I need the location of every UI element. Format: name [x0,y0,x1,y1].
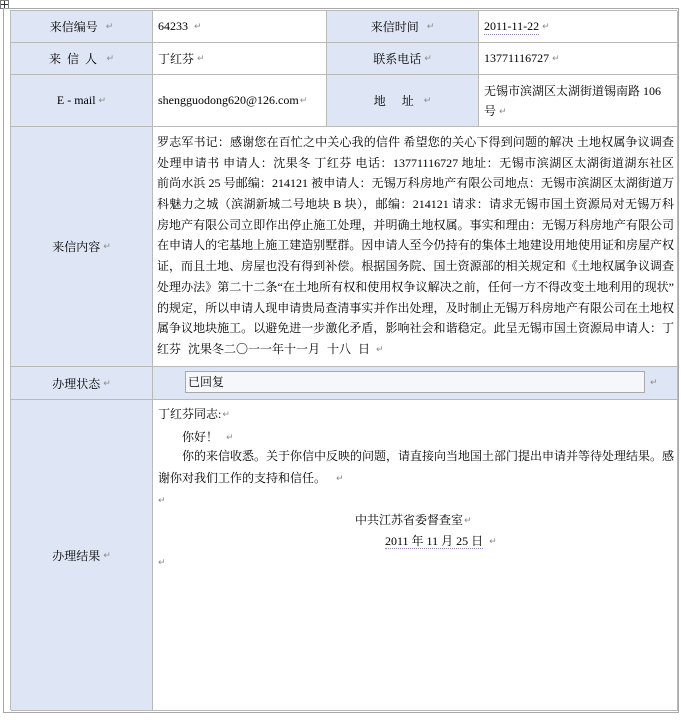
paragraph-mark-icon [103,376,111,391]
paragraph-mark-icon [194,19,202,34]
content-line: 在申请人的宅基地上施工建造别墅群。因申请人至今仍持有的集体土地建设用地使用证和房屋产权 [157,238,674,253]
value-text: 64233 [158,19,188,33]
label-result [11,400,153,711]
value-text: 丁红芬 [158,52,195,66]
result-greeting-text: 丁红芬同志: [158,407,222,421]
label-letter-no [11,11,153,43]
paragraph-mark-icon [464,510,472,531]
label-email [11,75,153,127]
paragraph-mark-icon [197,51,205,66]
content-line: 属争议地块施工。以避免进一步激化矛盾，影响社会和谐稳定。此呈无锡市国土资源局申请人：丁 [157,321,674,336]
blank-paragraph [158,490,166,510]
paragraph-mark-icon [489,531,497,552]
value-text: 2011-11-22 [484,18,540,33]
label-text: E - mail [56,93,96,107]
paragraph-mark-icon [158,552,166,573]
value-email [153,75,327,127]
paragraph-mark-icon [376,339,384,360]
value-sender [153,43,327,75]
label-phone [327,43,479,75]
label-text: 来信时间 [370,20,419,34]
value-text: 13771116727 [484,51,550,65]
paragraph-mark-icon [158,490,166,511]
label-text: 地 址 [373,94,416,108]
address-line [484,101,507,121]
label-letter-time [327,11,479,43]
result-salutation-text: 你好！ [182,430,219,444]
paragraph-mark-icon [226,427,234,448]
value-result [153,400,678,711]
result-body-line [158,468,344,488]
label-content [11,127,153,367]
paragraph-mark-icon [542,19,550,34]
content-line: 处理申请书 申请人：沈果冬 丁红芬 电话：13771116727 地址：无锡市滨湖区太湖街道湖东社区 [157,155,674,170]
result-signature [355,510,472,530]
paragraph-mark-icon [336,468,344,489]
content-line: 科魅力之城（滨湖新城二号地块 B 块），邮编：214121 请求：请求无锡市国土资源局对无锡万科 [157,197,674,212]
status-field: 已回复 [185,371,645,393]
content-line-text: 红芬 沈果冬二〇一一年十一月 十八 日 [157,341,371,356]
label-sender [11,43,153,75]
paragraph-mark-icon [424,93,432,108]
result-body-line-text: 谢你对我们工作的支持和信任。 [158,471,327,485]
result-body-line: 你的来信收悉。关于你信中反映的问题，请直接向当地国土部门提出申请并等待处理结果。感 [182,449,674,463]
label-text: 办理结果 [52,548,101,563]
value-address [479,75,678,127]
value-text: shengguodong620@126.com [158,93,299,107]
paragraph-mark-icon [424,51,432,66]
content-line: 前尚水浜 25 号邮编：214121 被申请人：无锡万科房地产有限公司地点：无锡市滨湖区太湖街道万 [157,176,674,191]
paragraph-mark-icon [222,404,230,425]
content-line: 房地产有限公司立即作出停止施工处理，并明确土地权属。事实和理由：无锡万科房地产有限公司 [157,217,674,232]
value-phone [479,43,678,75]
label-text: 来信编号 [49,20,98,34]
blank-paragraph [158,552,166,572]
result-date [385,531,497,551]
address-line-text: 号 [484,103,497,118]
content-line: 的规定，所以申请人现申请贵局查清事实并作出处理，及时制止无锡万科房地产有限公司在土地权 [157,300,674,315]
paragraph-mark-icon [650,372,658,393]
result-greeting [158,404,230,424]
value-content [153,127,678,367]
paragraph-mark-icon [99,93,107,108]
paragraph-mark-icon [106,51,114,66]
label-text: 来信内容 [52,240,101,254]
label-status [11,367,153,400]
label-text: 来 信 人 [48,52,99,66]
label-text: 办理状态 [52,376,101,391]
label-text: 联系电话 [373,52,422,66]
paragraph-mark-icon [552,51,560,66]
paragraph-mark-icon [106,19,114,34]
result-date-text: 2011 年 11 月 25 日 [385,534,484,548]
value-letter-time [479,11,678,43]
value-status [153,367,678,400]
content-line: 罗志军书记：感谢您在百忙之中关心我的信件 希望您的关心下得到问题的解决 土地权属争议调查 [157,135,674,149]
address-line: 无锡市滨湖区太湖街道锡南路 106 [484,83,662,98]
content-line: 处理办法》第二十二条“在土地所有权和使用权争议解决之前，任何一方不得改变土地利用的现状” [157,279,674,294]
paragraph-mark-icon [499,101,507,122]
paragraph-mark-icon [103,239,111,254]
content-text [157,132,674,360]
content-line: 证，而且土地、房屋也没有得到补偿。根据国务院、国土资源部的相关规定和《土地权属争议调查 [157,259,674,274]
letter-record-table [10,10,677,710]
paragraph-mark-icon [427,19,435,34]
content-line [157,339,674,360]
paragraph-mark-icon [103,548,111,563]
label-address [327,75,479,127]
value-letter-no [153,11,327,43]
result-salutation [182,427,234,447]
result-signature-text: 中共江苏省委督查室 [355,513,464,527]
paragraph-mark-icon [300,93,308,108]
